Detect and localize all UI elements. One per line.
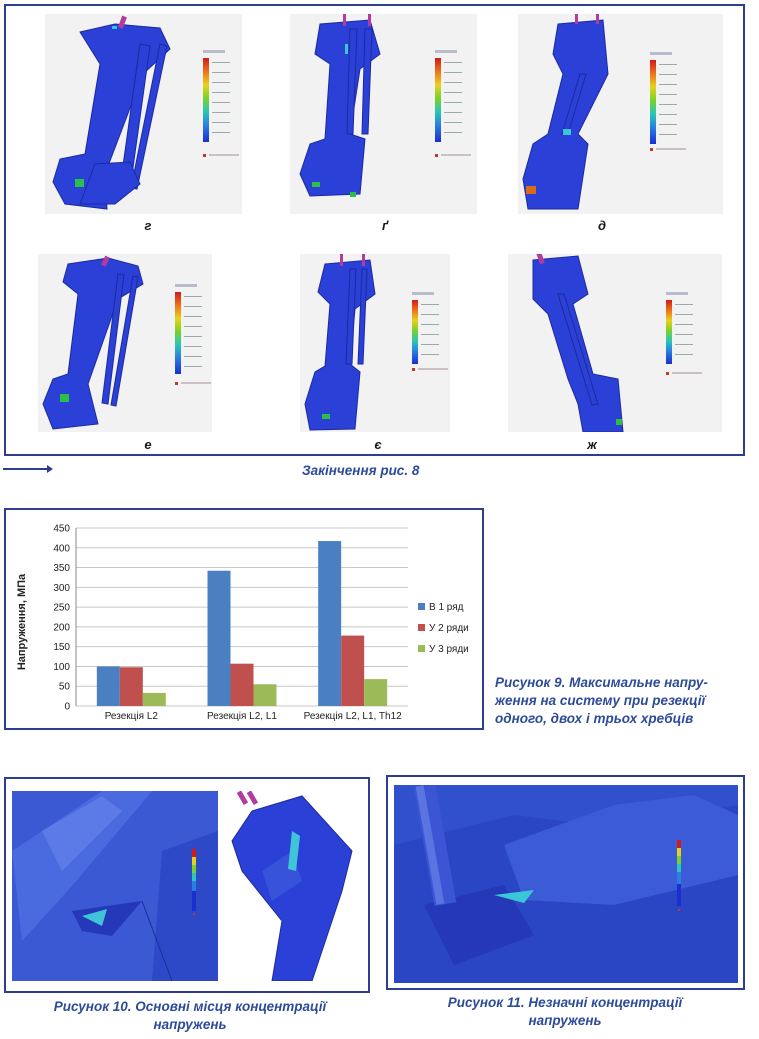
- panel-letter-d: д: [597, 218, 607, 233]
- caption-line: Рисунок 11. Незначні концентрації: [447, 995, 683, 1010]
- legend-swatch: [418, 603, 425, 610]
- y-tick-label: 400: [53, 543, 70, 555]
- bar: [97, 666, 120, 706]
- caption-line: одного, двох і трьох хребців: [495, 711, 694, 726]
- figure-8-caption: Закінчення рис. 8: [302, 463, 420, 478]
- figure-10-caption: [30, 998, 350, 1034]
- y-tick-label: 0: [64, 701, 70, 713]
- minor-stress-concentration-image: [394, 785, 738, 983]
- figure-11-caption: [410, 994, 720, 1030]
- legend-label: В 1 ряд: [429, 602, 464, 613]
- spine-model-zoom-image: [222, 791, 362, 981]
- panel-letter-ye: є: [374, 437, 382, 452]
- bar: [143, 693, 166, 706]
- spine-model-image: [290, 14, 477, 214]
- caption-line: ження на систему при резекції: [495, 693, 706, 708]
- y-tick-label: 50: [58, 681, 70, 693]
- fea-panel-e: [38, 254, 212, 432]
- y-tick-label: 100: [53, 661, 70, 673]
- fea-panel-d: [518, 14, 723, 214]
- chart-y-axis-label: Напруження, МПа: [16, 573, 28, 671]
- bar: [120, 667, 143, 706]
- panel-letter-zh: ж: [587, 437, 597, 452]
- bar: [364, 679, 387, 706]
- panel-letter-g-prime: ґ: [381, 218, 389, 233]
- legend-label: У 3 ряди: [429, 644, 469, 655]
- caption-line: напружень: [528, 1013, 602, 1028]
- bar: [318, 541, 341, 706]
- fea-panel-zh: [508, 254, 722, 432]
- y-tick-label: 150: [53, 642, 70, 654]
- fea-panel-ye: [300, 254, 450, 432]
- bar: [341, 636, 364, 706]
- fea-panel-g-prime: [290, 14, 477, 214]
- spine-model-image: [518, 14, 723, 214]
- bar: [208, 571, 231, 706]
- continuation-arrow-icon: [3, 463, 53, 475]
- y-tick-label: 450: [53, 523, 70, 535]
- y-tick-label: 350: [53, 563, 70, 575]
- spine-model-image: [508, 254, 722, 432]
- y-tick-label: 200: [53, 622, 70, 634]
- caption-line: напружень: [153, 1017, 227, 1032]
- x-tick-label: Резекція L2: [104, 711, 158, 722]
- figure-9-caption: [495, 674, 708, 728]
- y-tick-label: 250: [53, 602, 70, 614]
- caption-line: Рисунок 10. Основні місця концентрації: [53, 999, 327, 1014]
- figure-9-frame: [4, 508, 484, 730]
- bar: [231, 664, 254, 706]
- panel-letter-g: г: [144, 218, 152, 233]
- figure-11-frame: [386, 775, 745, 990]
- fea-panel-g: [45, 14, 242, 214]
- legend-swatch: [418, 645, 425, 652]
- figure-10-frame: [4, 777, 370, 993]
- legend-label: У 2 ряди: [429, 623, 469, 634]
- bar: [254, 684, 277, 706]
- spine-model-image: [38, 254, 212, 432]
- stress-concentration-closeup-image: [12, 791, 218, 981]
- panel-letter-e: е: [144, 437, 152, 452]
- spine-model-image: [300, 254, 450, 432]
- x-tick-label: Резекція L2, L1, Th12: [303, 711, 402, 722]
- y-tick-label: 300: [53, 582, 70, 594]
- legend-swatch: [418, 624, 425, 631]
- x-tick-label: Резекція L2, L1: [207, 711, 277, 722]
- spine-model-image: [45, 14, 242, 214]
- stress-bar-chart: [6, 510, 482, 728]
- caption-line: Рисунок 9. Максимальне напру-: [495, 675, 708, 690]
